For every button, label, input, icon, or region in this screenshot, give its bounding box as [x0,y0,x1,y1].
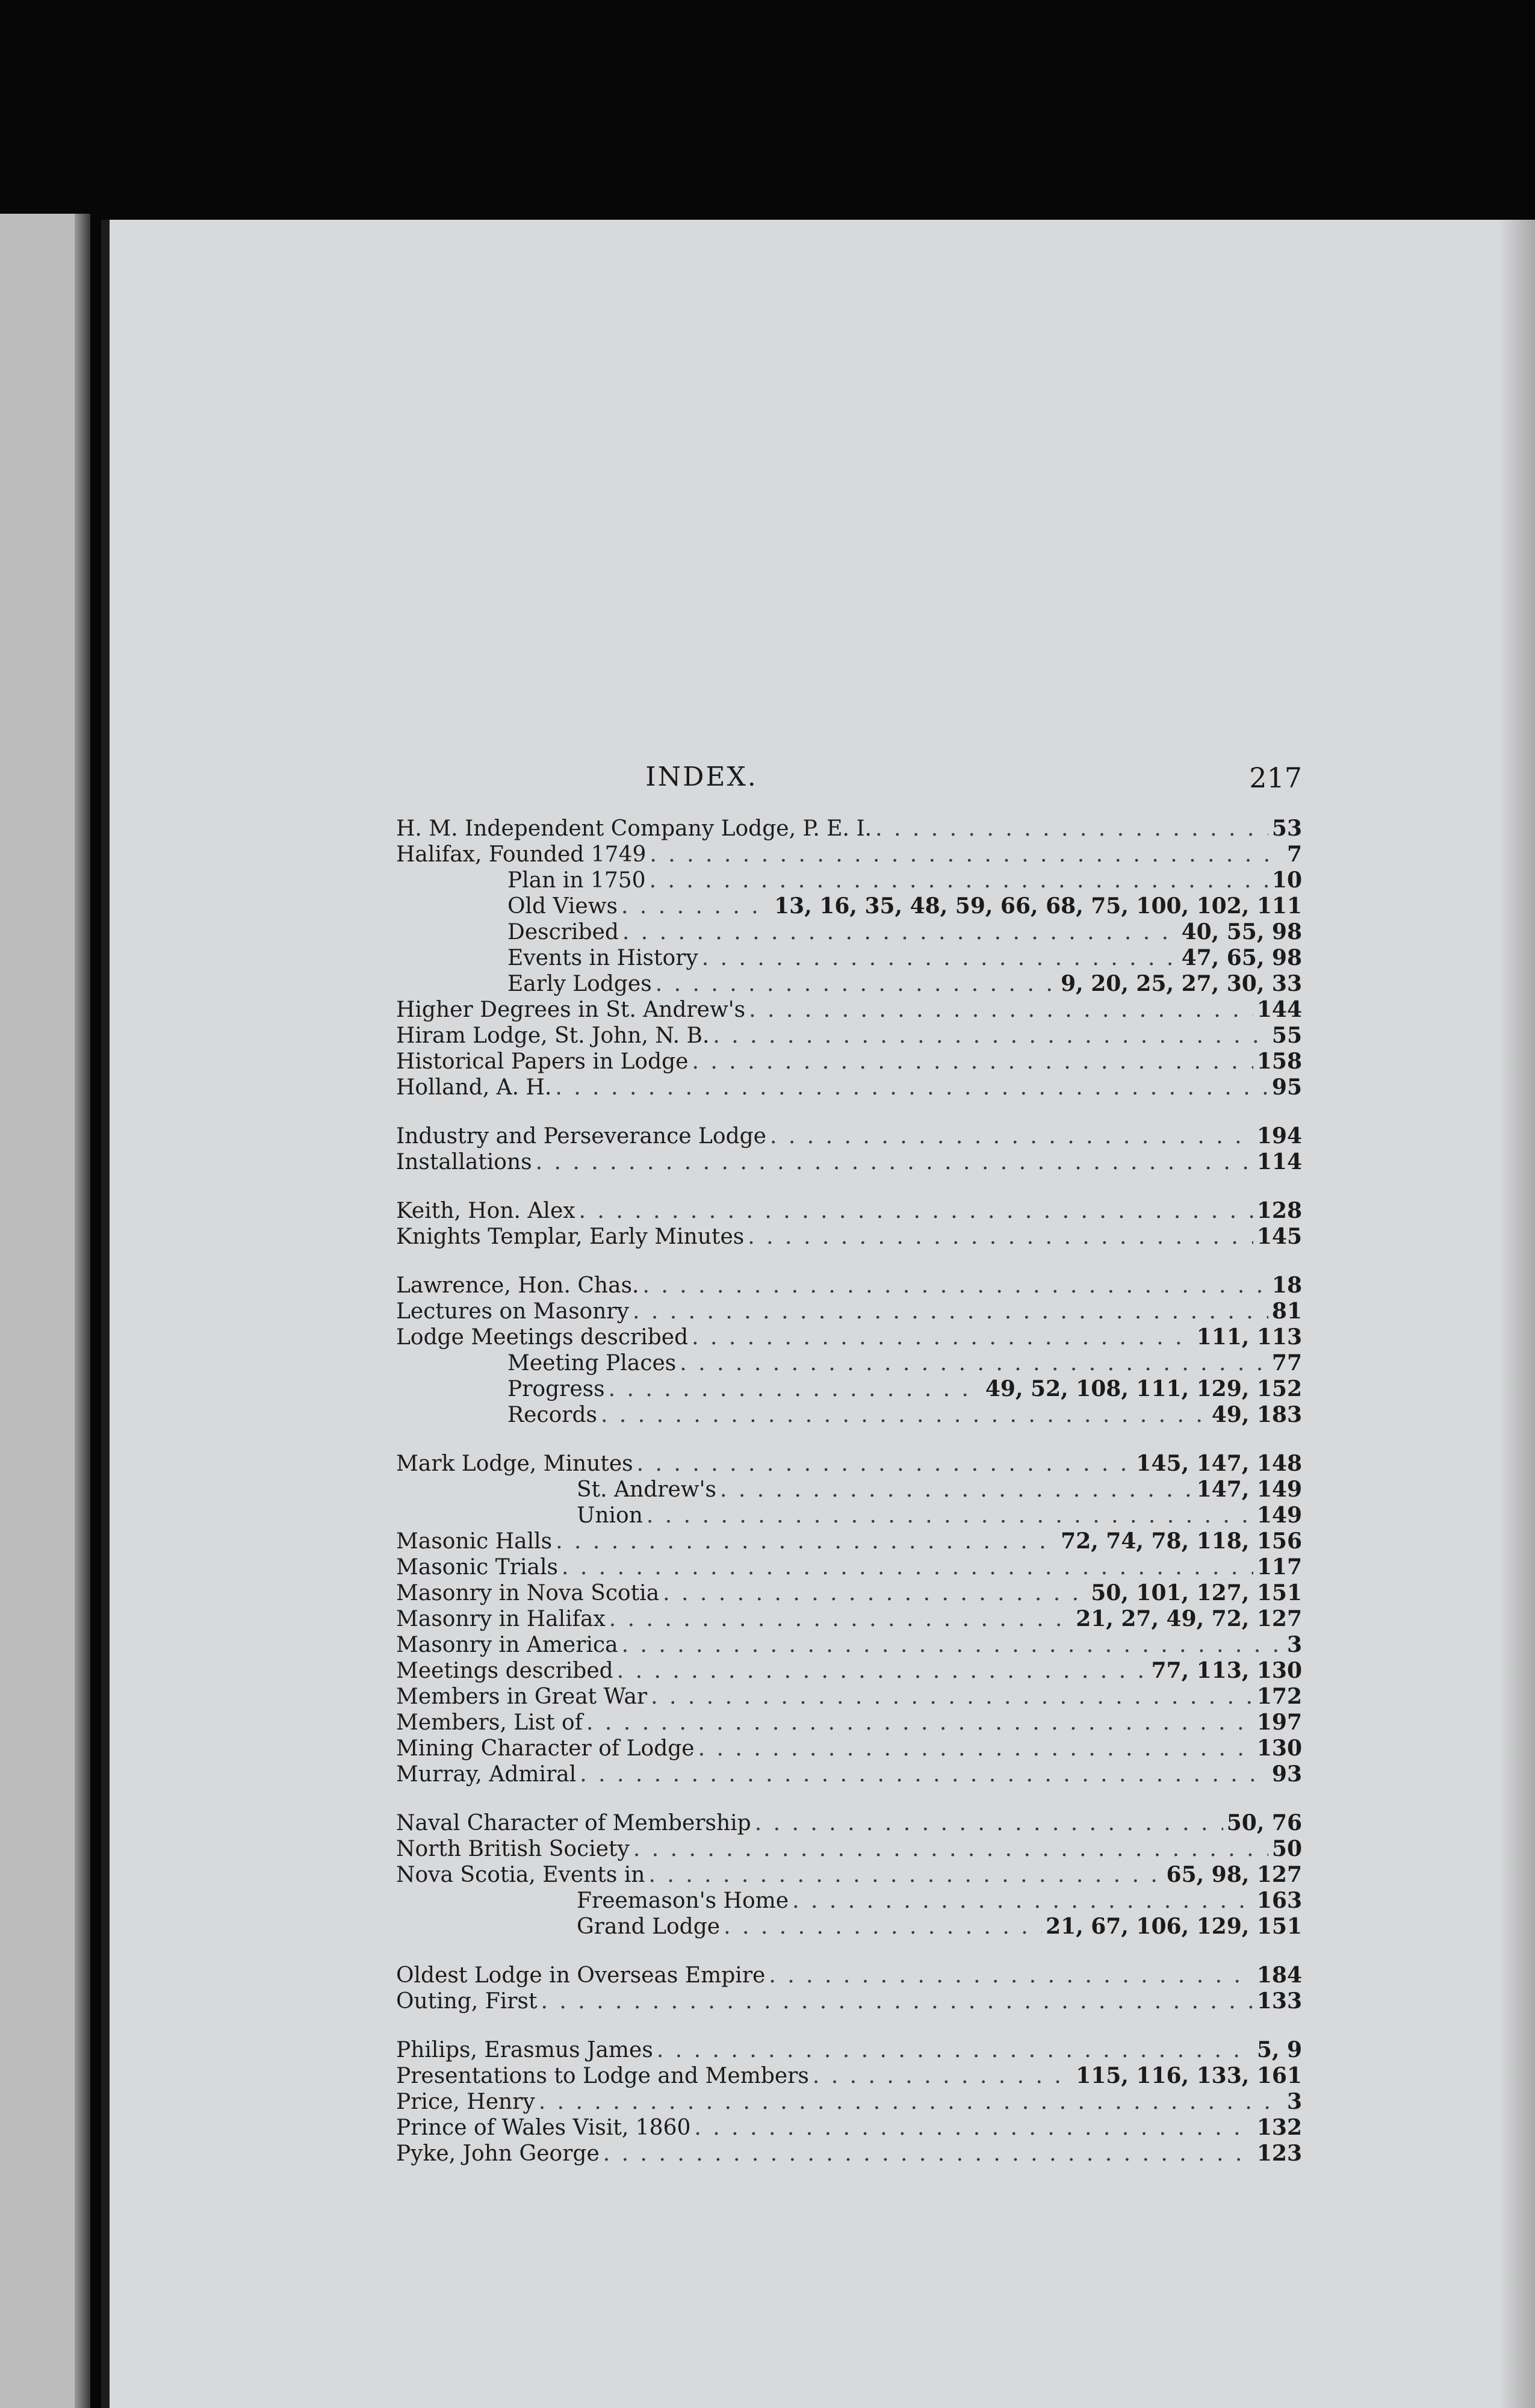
dot-leader [579,1198,1253,1224]
index-entry-pages: 5, 9 [1256,2037,1302,2062]
index-entry [396,1761,1302,1787]
dot-leader [694,2115,1253,2141]
index-entry-pages: 147, 149 [1196,1477,1302,1502]
index-entry-pages: 144 [1256,997,1302,1022]
book-page [101,220,1535,2408]
index-entry-pages: 13, 16, 35, 48, 59, 66, 68, 75, 100, 102, 111 [774,893,1302,919]
index-entry [396,2141,1302,2167]
index-entry [396,1632,1302,1658]
index-entry-pages: 49, 183 [1211,1402,1302,1427]
dot-leader [609,1606,1072,1632]
dot-leader [643,1273,1268,1299]
index-entry-label: Murray, Admiral [396,1762,577,1787]
index-entry-label: Price, Henry [396,2090,535,2114]
index-entry-label: H. M. Independent Company Lodge, P. E. I. [396,816,872,841]
page-right-edge [1499,220,1535,2408]
dot-leader [657,2037,1253,2063]
dot-leader [580,1761,1268,1787]
index-entry-pages: 184 [1256,1963,1302,1988]
index-entry-label: Outing, First [396,1989,538,2014]
dot-leader [724,1914,1042,1940]
index-entry [396,1350,1302,1376]
index-entry-label: Masonry in Halifax [396,1607,606,1631]
index-entry [396,1710,1302,1736]
index-entry-label: Installations [396,1150,532,1175]
index-entry-label: Mark Lodge, Minutes [396,1451,633,1476]
index-entry-pages: 95 [1271,1075,1302,1100]
dot-leader [770,1123,1253,1149]
index-entry [396,2089,1302,2115]
page-number: 217 [1249,762,1302,794]
index-entry-pages: 81 [1271,1299,1302,1324]
index-entry-label: Grand Lodge [577,1914,721,1939]
dot-leader [603,2141,1253,2167]
index-entry [396,1836,1302,1862]
dot-leader [622,919,1178,945]
gutter-shadow [75,214,90,2408]
index-entry [396,1862,1302,1888]
index-entry-label: Lawrence, Hon. Chas. [396,1273,639,1298]
index-entry-label: Philips, Erasmus James [396,2038,653,2062]
index-entry-pages: 115, 116, 133, 161 [1076,2063,1302,2088]
index-entry-label: St. Andrew's [577,1477,716,1502]
index-entry-pages: 21, 27, 49, 72, 127 [1076,1606,1302,1631]
index-entry-label: Freemason's Home [577,1888,789,1913]
index-entry-pages: 130 [1256,1736,1302,1761]
index-entry [396,1554,1302,1580]
index-entry-label: Old Views [507,894,618,919]
index-entry-label: Early Lodges [507,972,652,996]
index-entry-pages: 18 [1271,1273,1302,1298]
index-entry-pages: 10 [1271,867,1302,893]
page-title: INDEX. [645,762,758,792]
index-entry-pages: 3 [1286,1632,1302,1657]
index-entry-label: Union [577,1503,643,1528]
page-spine [101,220,110,2408]
index-entry [396,1810,1302,1836]
dot-leader [692,1049,1253,1075]
index-entry-label: Progress [507,1377,605,1401]
index-entry-pages: 49, 52, 108, 111, 129, 152 [985,1376,1302,1401]
index-entry [396,1299,1302,1324]
index-entry-pages: 123 [1256,2141,1302,2166]
index-entry-pages: 77, 113, 130 [1151,1658,1302,1683]
index-entry [396,2063,1302,2089]
index-entry [396,1049,1302,1075]
dot-leader [555,1075,1268,1100]
index-entry-label: Higher Degrees in St. Andrew's [396,998,746,1022]
dot-leader [749,997,1253,1023]
index-entry [396,1123,1302,1149]
dot-leader [792,1888,1253,1914]
index-entry-label: Historical Papers in Lodge [396,1049,689,1074]
dot-leader [586,1710,1253,1736]
dot-leader [656,971,1057,997]
index-entry-label: Meetings described [396,1659,613,1683]
index-entry-label: Masonic Halls [396,1529,553,1554]
index-entry-pages: 197 [1256,1710,1302,1735]
index-entry-label: Industry and Perseverance Lodge [396,1124,766,1149]
facing-page-edge [0,214,90,2408]
index-entry [396,997,1302,1023]
dot-leader [648,1862,1162,1888]
index-entry-pages: 55 [1271,1023,1302,1048]
index-entry-label: Oldest Lodge in Overseas Empire [396,1963,766,1988]
index-entry [396,1736,1302,1761]
index-entry-label: Described [507,920,619,945]
dot-leader [621,893,771,919]
index-entry [396,1273,1302,1299]
dot-leader [769,1963,1253,1988]
index-entry [396,1684,1302,1710]
index-entry [396,1528,1302,1554]
index-entry-label: Holland, A. H. [396,1075,552,1100]
index-entry [396,2037,1302,2063]
dot-leader [875,816,1268,842]
index-entry [396,1075,1302,1100]
index-entry-pages: 21, 67, 106, 129, 151 [1046,1914,1302,1939]
index-entry-pages: 50, 101, 127, 151 [1091,1580,1302,1606]
index-entry-pages: 128 [1256,1198,1302,1223]
index-entry-pages: 117 [1256,1554,1302,1580]
index-entry-pages: 50 [1271,1836,1302,1861]
index-entry-pages: 72, 74, 78, 118, 156 [1061,1528,1302,1554]
index-entry-pages: 163 [1256,1888,1302,1913]
index-entry-pages: 53 [1271,816,1302,841]
index-entry-pages: 50, 76 [1226,1810,1302,1835]
index-entry [396,1451,1302,1477]
index-entry-label: Hiram Lodge, St. John, N. B. [396,1023,710,1048]
dot-leader [650,867,1268,893]
index-entry [396,971,1302,997]
index-entry [396,1606,1302,1632]
index-entry-label: Presentations to Lodge and Members [396,2064,809,2088]
index-entry [396,1914,1302,1940]
dot-leader [650,842,1283,867]
index-entry [396,1580,1302,1606]
dot-leader [680,1350,1268,1376]
index-entry-pages: 145, 147, 148 [1136,1451,1302,1476]
index-entry-pages: 172 [1256,1684,1302,1709]
dot-leader [663,1580,1087,1606]
index-entry-pages: 114 [1256,1149,1302,1175]
index-entry [396,1888,1302,1914]
index-entry [396,1963,1302,1988]
index-entry-label: Events in History [507,946,698,970]
dot-leader [702,945,1178,971]
index-entry-label: Masonic Trials [396,1555,558,1580]
dot-leader [609,1376,982,1402]
index-entry [396,945,1302,971]
index-entry-label: Plan in 1750 [507,868,646,893]
dot-leader [622,1632,1283,1658]
index-entry-label: Mining Character of Lodge [396,1736,695,1761]
index-entry-label: Knights Templar, Early Minutes [396,1224,745,1249]
index-entry-label: Prince of Wales Visit, 1860 [396,2115,691,2140]
index-entry [396,1198,1302,1224]
dot-leader [651,1684,1253,1710]
index-entry [396,816,1302,842]
index-entry-label: Lectures on Masonry [396,1299,629,1324]
index-entry [396,1402,1302,1428]
index-entry [396,1477,1302,1503]
index-entry-label: Meeting Places [507,1351,677,1376]
dot-leader [692,1324,1193,1350]
index-entry [396,1503,1302,1528]
index-entry-pages: 93 [1271,1761,1302,1787]
index-entry-pages: 47, 65, 98 [1181,945,1302,970]
dot-leader [713,1023,1268,1049]
index-entry [396,2115,1302,2141]
index-entry-pages: 145 [1256,1224,1302,1249]
dot-leader [562,1554,1253,1580]
index-entry [396,919,1302,945]
index-entry-pages: 7 [1286,842,1302,867]
index-entry [396,1376,1302,1402]
page-header [101,762,1302,798]
index-entry-pages: 111, 113 [1196,1324,1302,1350]
index-entry-label: Nova Scotia, Events in [396,1863,645,1887]
dot-leader [556,1528,1057,1554]
index-list [396,816,1302,2167]
dot-leader [748,1224,1253,1250]
index-entry-pages: 40, 55, 98 [1181,919,1302,945]
index-entry-label: Halifax, Founded 1749 [396,842,647,867]
index-entry-label: Pyke, John George [396,2141,600,2166]
index-entry-label: North British Society [396,1837,630,1861]
index-entry [396,1988,1302,2014]
index-entry-pages: 77 [1271,1350,1302,1376]
index-entry-pages: 194 [1256,1123,1302,1149]
index-entry [396,1224,1302,1250]
index-entry-pages: 158 [1256,1049,1302,1074]
index-entry [396,867,1302,893]
index-entry-pages: 65, 98, 127 [1166,1862,1302,1887]
index-entry-label: Masonry in America [396,1633,618,1657]
index-entry-label: Naval Character of Membership [396,1811,751,1835]
index-entry-pages: 149 [1256,1503,1302,1528]
index-entry [396,893,1302,919]
index-entry-label: Keith, Hon. Alex [396,1199,575,1223]
dot-leader [633,1836,1268,1862]
dot-leader [813,2063,1072,2089]
index-entry-label: Members, List of [396,1710,583,1735]
dot-leader [720,1477,1193,1503]
index-entry-pages: 133 [1256,1988,1302,2014]
index-entry [396,1023,1302,1049]
index-entry-pages: 3 [1286,2089,1302,2114]
dot-leader [536,1149,1253,1175]
index-entry-label: Members in Great War [396,1684,648,1709]
index-entry [396,1149,1302,1175]
index-entry [396,1658,1302,1684]
dot-leader [755,1810,1223,1836]
index-entry-pages: 132 [1256,2115,1302,2140]
dot-leader [541,1988,1253,2014]
dot-leader [617,1658,1148,1684]
index-entry-label: Records [507,1403,597,1427]
index-entry-label: Lodge Meetings described [396,1325,689,1350]
dot-leader [601,1402,1208,1428]
dot-leader [698,1736,1253,1761]
dot-leader [539,2089,1283,2115]
index-entry-label: Masonry in Nova Scotia [396,1581,660,1606]
index-entry-pages: 9, 20, 25, 27, 30, 33 [1061,971,1302,996]
index-entry [396,842,1302,867]
dot-leader [633,1299,1268,1324]
dot-leader [637,1451,1133,1477]
index-entry [396,1324,1302,1350]
dot-leader [647,1503,1253,1528]
